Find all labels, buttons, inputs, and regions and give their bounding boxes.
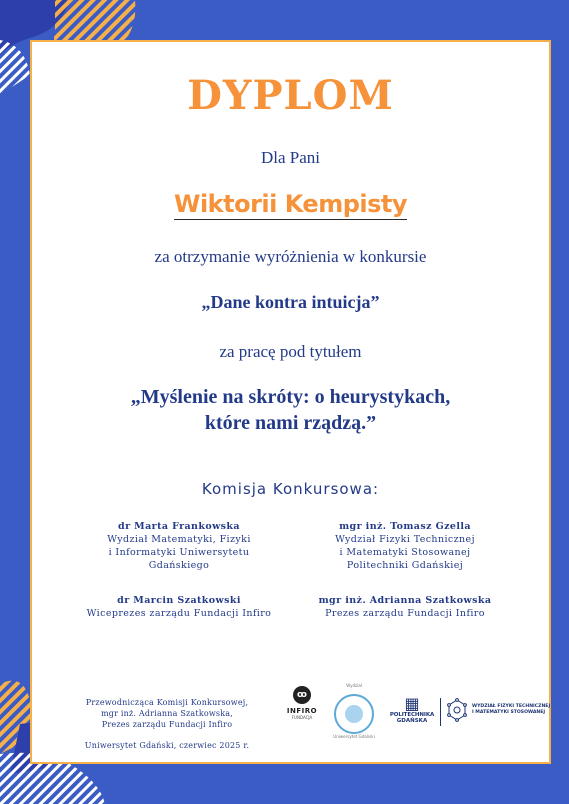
member-affiliation-line: Politechniki Gdańskiej — [346, 560, 464, 571]
member-affiliation-line: Wiceprezes zarządu Fundacji Infiro — [86, 608, 272, 619]
chair-signature-block — [72, 697, 262, 730]
place-date: Uniwersytet Gdański, czerwiec 2025 r. — [84, 741, 250, 750]
member-name: mgr inż. Tomasz Gzella — [339, 521, 471, 532]
wmfi-logo-bottom: Uniwersytet Gdański — [333, 734, 375, 739]
for-work-label: za pracę pod tytułem — [219, 342, 362, 361]
wmfi-ug-logo — [328, 683, 380, 743]
wftims-logo-text — [472, 704, 550, 716]
award-reason: za otrzymanie wyróżnienia w konkursie — [154, 247, 427, 266]
recipient-name — [32, 190, 549, 218]
diploma-title: DYPLOM — [187, 72, 394, 119]
wftims-logo-line-2: I MATEMATYKI STOSOWANEJ — [472, 710, 546, 715]
work-title-line-1: „Myślenie na skróty: o heurystykach, — [130, 386, 451, 408]
committee-member — [74, 520, 284, 572]
infiro-mark-icon: ꝏ — [293, 686, 311, 704]
member-name: dr Marta Frankowska — [118, 521, 240, 532]
member-affiliation-line: Wydział Matematyki, Fizyki — [107, 534, 251, 545]
committee-member — [74, 594, 284, 620]
greeting: Dla Pani — [260, 148, 321, 167]
work-title — [32, 384, 549, 436]
member-affiliation-line: Wydział Fizyki Technicznej — [335, 534, 475, 545]
wftims-logo-line-1: WYDZIAŁ FIZYKI TECHNICZNEJ — [472, 704, 551, 709]
wmfi-logo-top: Wydział — [346, 683, 362, 688]
member-name: dr Marcin Szatkowski — [117, 595, 241, 606]
pg-emblem-icon: ▦ — [404, 694, 420, 713]
member-name: mgr inż. Adrianna Szatkowska — [318, 595, 492, 606]
member-affiliation-line: Prezes zarządu Fundacji Infiro — [325, 608, 485, 619]
hexagon-molecule-icon — [446, 698, 468, 722]
infiro-logo-sub: FUNDACJA — [291, 715, 313, 720]
globe-icon — [334, 694, 374, 734]
infiro-logo — [282, 686, 322, 720]
member-affiliation-line: i Matematyki Stosowanej — [339, 547, 471, 558]
logo-divider — [440, 698, 441, 726]
infiro-logo-name: INFIRO — [286, 707, 318, 715]
member-affiliation-line: Gdańskiego — [148, 560, 210, 571]
committee-heading: Komisja Konkursowa: — [201, 480, 380, 498]
work-title-line-2: które nami rządzą.” — [204, 412, 377, 434]
recipient-name-text: Wiktorii Kempisty — [173, 190, 408, 218]
committee-member — [300, 520, 510, 572]
chair-line: mgr inż. Adrianna Szatkowska, — [100, 709, 233, 718]
pg-logo-line-2: GDAŃSKA — [396, 718, 428, 724]
committee-member — [300, 594, 510, 620]
member-affiliation-line: i Informatyki Uniwersytetu — [108, 547, 250, 558]
chair-line: Prezes zarządu Fundacji Infiro — [101, 720, 233, 729]
contest-name: „Dane kontra intuicja” — [201, 292, 380, 312]
diploma-card — [30, 40, 551, 764]
chair-line: Przewodnicząca Komisji Konkursowej, — [85, 698, 249, 707]
politechnika-gdanska-logo — [388, 696, 436, 724]
pg-logo-line-1: POLITECHNIKA — [389, 712, 435, 718]
